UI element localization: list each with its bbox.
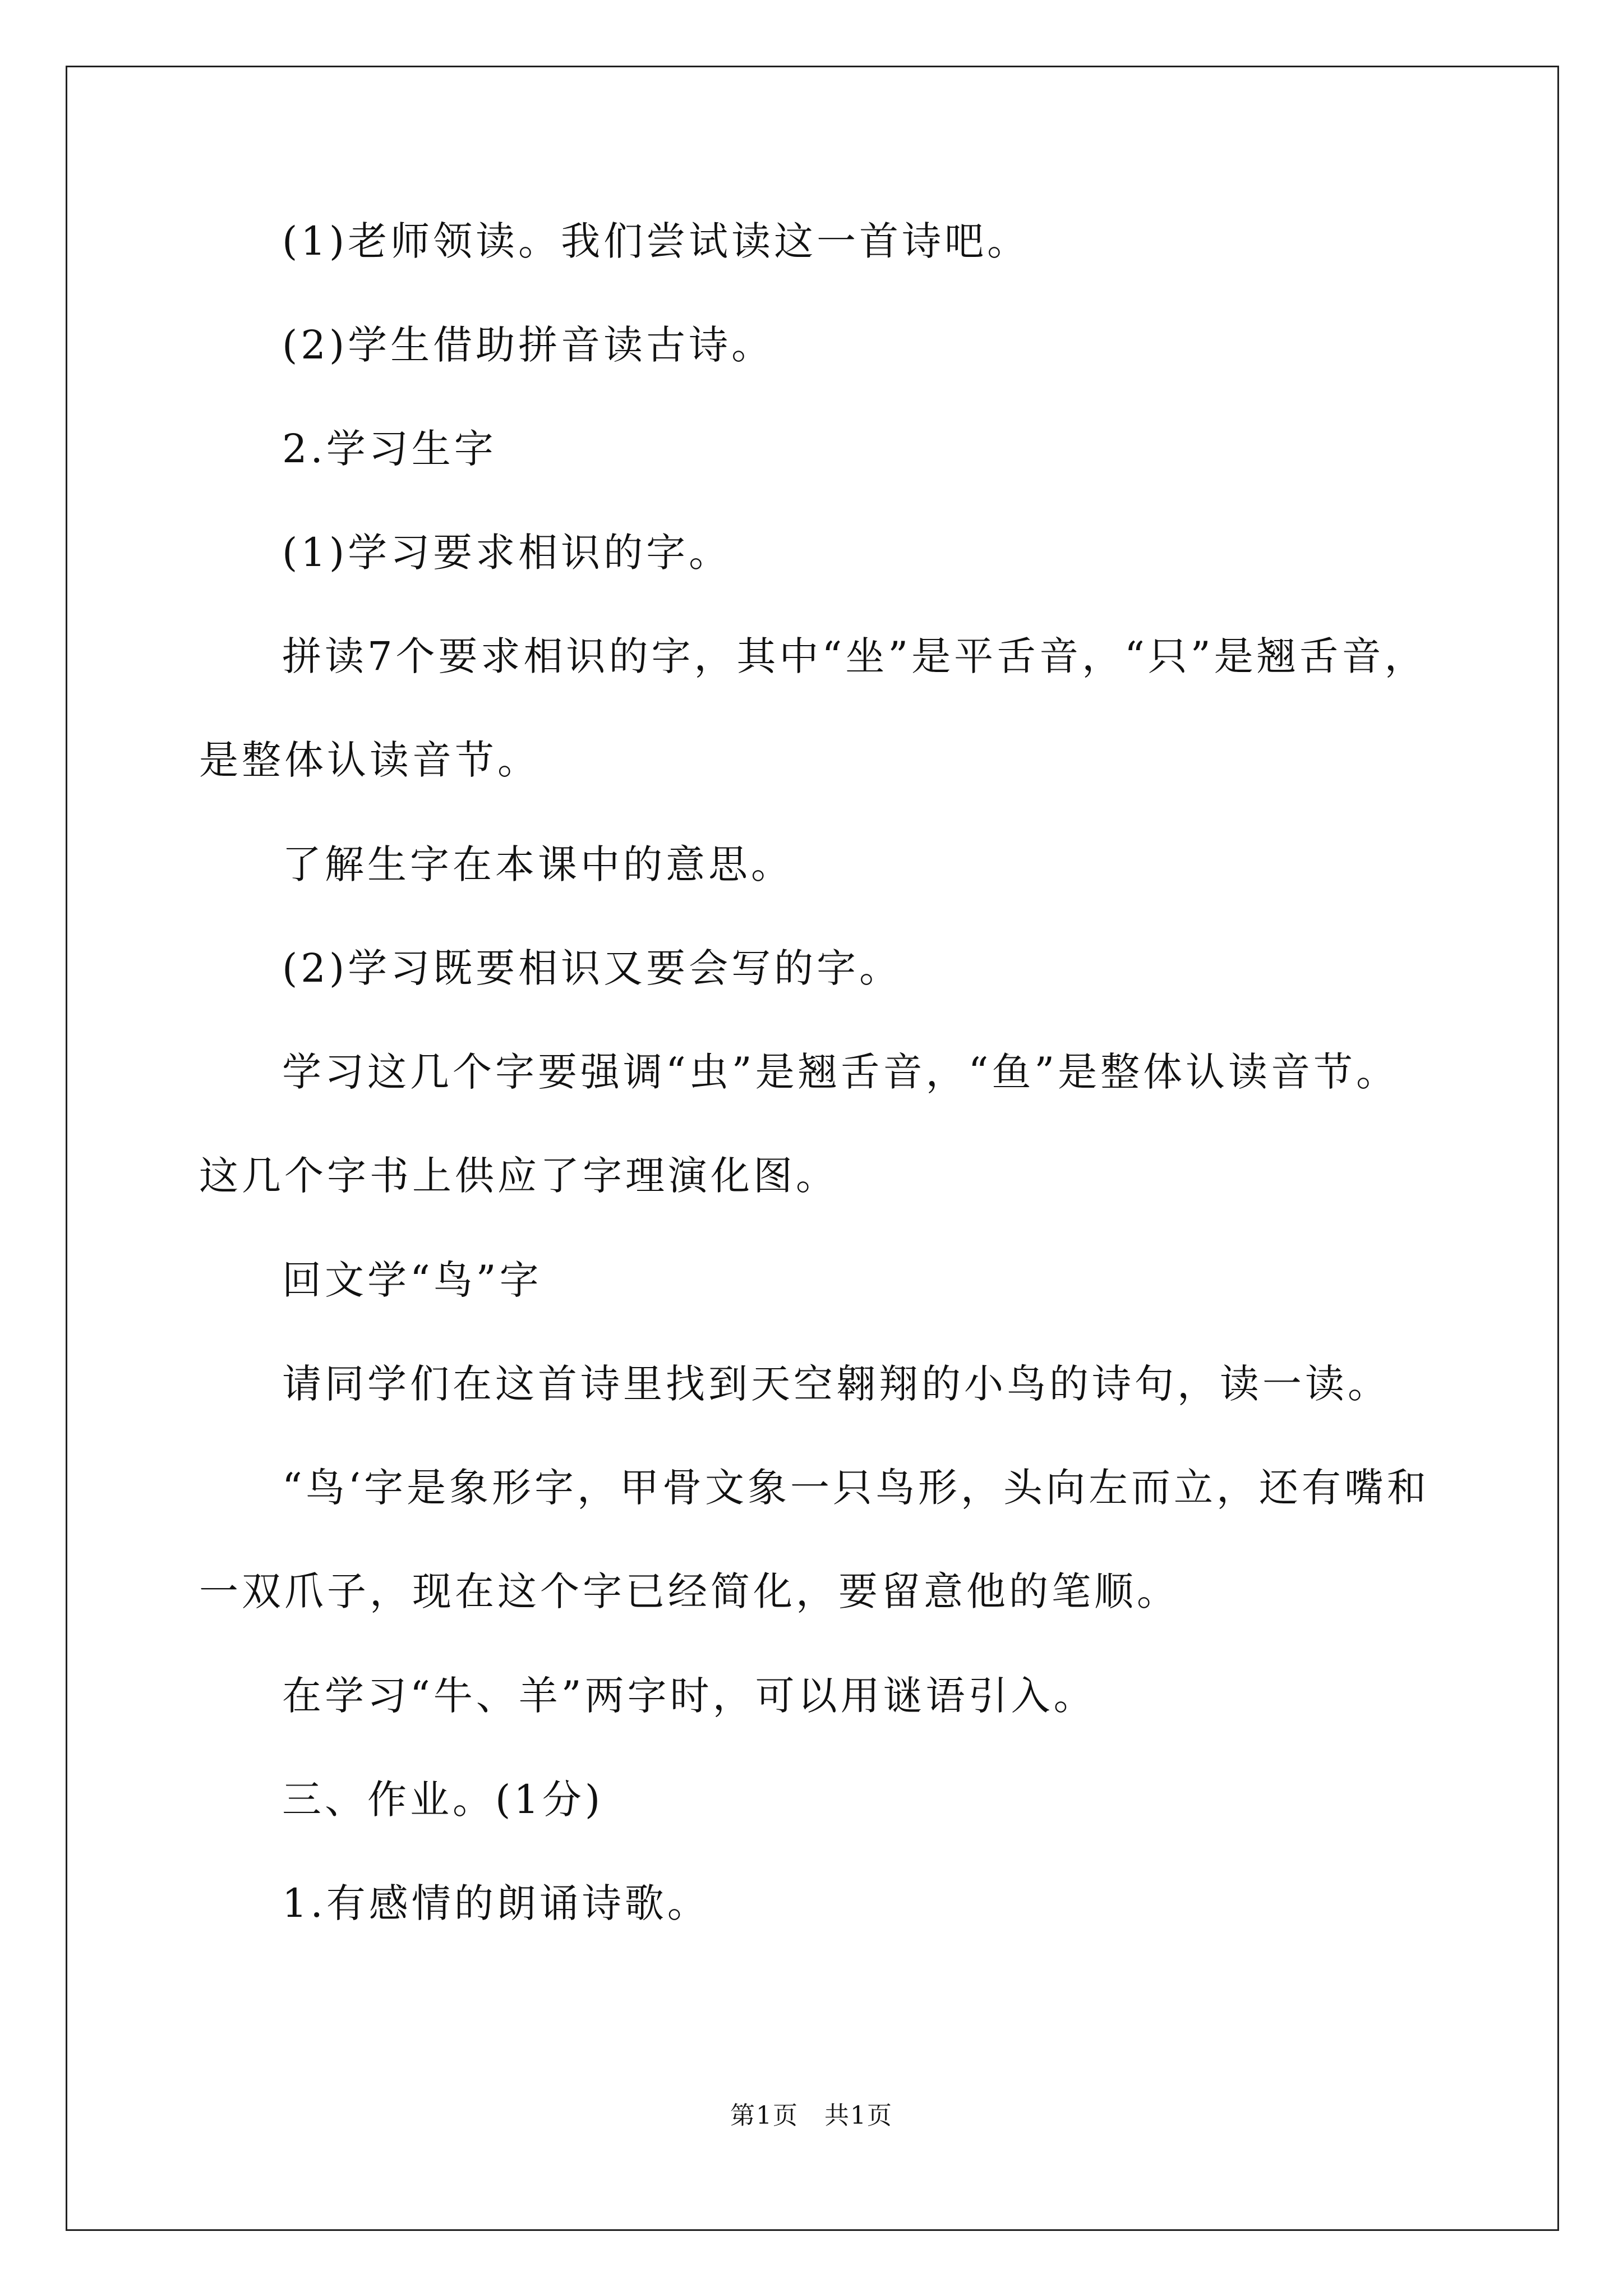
paragraph-9: 回文学“鸟”字: [282, 1257, 542, 1303]
paragraph-1: (1)老师领读。我们尝试读这一首诗吧。: [282, 218, 1030, 264]
page-footer: 第1页 共1页: [730, 2101, 893, 2130]
paragraph-7: (2)学习既要相识又要会写的字。: [282, 945, 902, 991]
paragraph-12: 在学习“牛、羊”两字时，可以用谜语引入。: [282, 1673, 1096, 1719]
paragraph-10: 请同学们在这首诗里找到天空翱翔的小鸟的诗句，读一读。: [282, 1361, 1390, 1407]
paragraph-13: 三、作业。(1分): [282, 1777, 604, 1823]
paragraph-2: (2)学生借助拼音读古诗。: [282, 322, 774, 368]
paragraph-3: 2.学习生字: [282, 426, 497, 472]
paragraph-6: 了解生字在本课中的意思。: [282, 841, 794, 887]
paragraph-4: (1)学习要求相识的字。: [282, 530, 732, 576]
paragraph-14: 1.有感情的朗诵诗歌。: [282, 1880, 710, 1926]
paragraph-11: “鸟‘字是象形字，甲骨文象一只鸟形，头向左而立，还有嘴和一双爪子，现在这个字已经简化，要留意他的笔顺。: [199, 1465, 1430, 1614]
paragraph-8: 学习这几个字要强调“虫”是翘舌音，“鱼”是整体认读音节。这几个字书上供应了字理演化图。: [199, 1049, 1399, 1199]
document-body: [199, 218, 1438, 1987]
paragraph-5: 拼读7个要求相识的字，其中“坐”是平舌音，“只”是翘舌音，是整体认读音节。: [199, 633, 1427, 783]
